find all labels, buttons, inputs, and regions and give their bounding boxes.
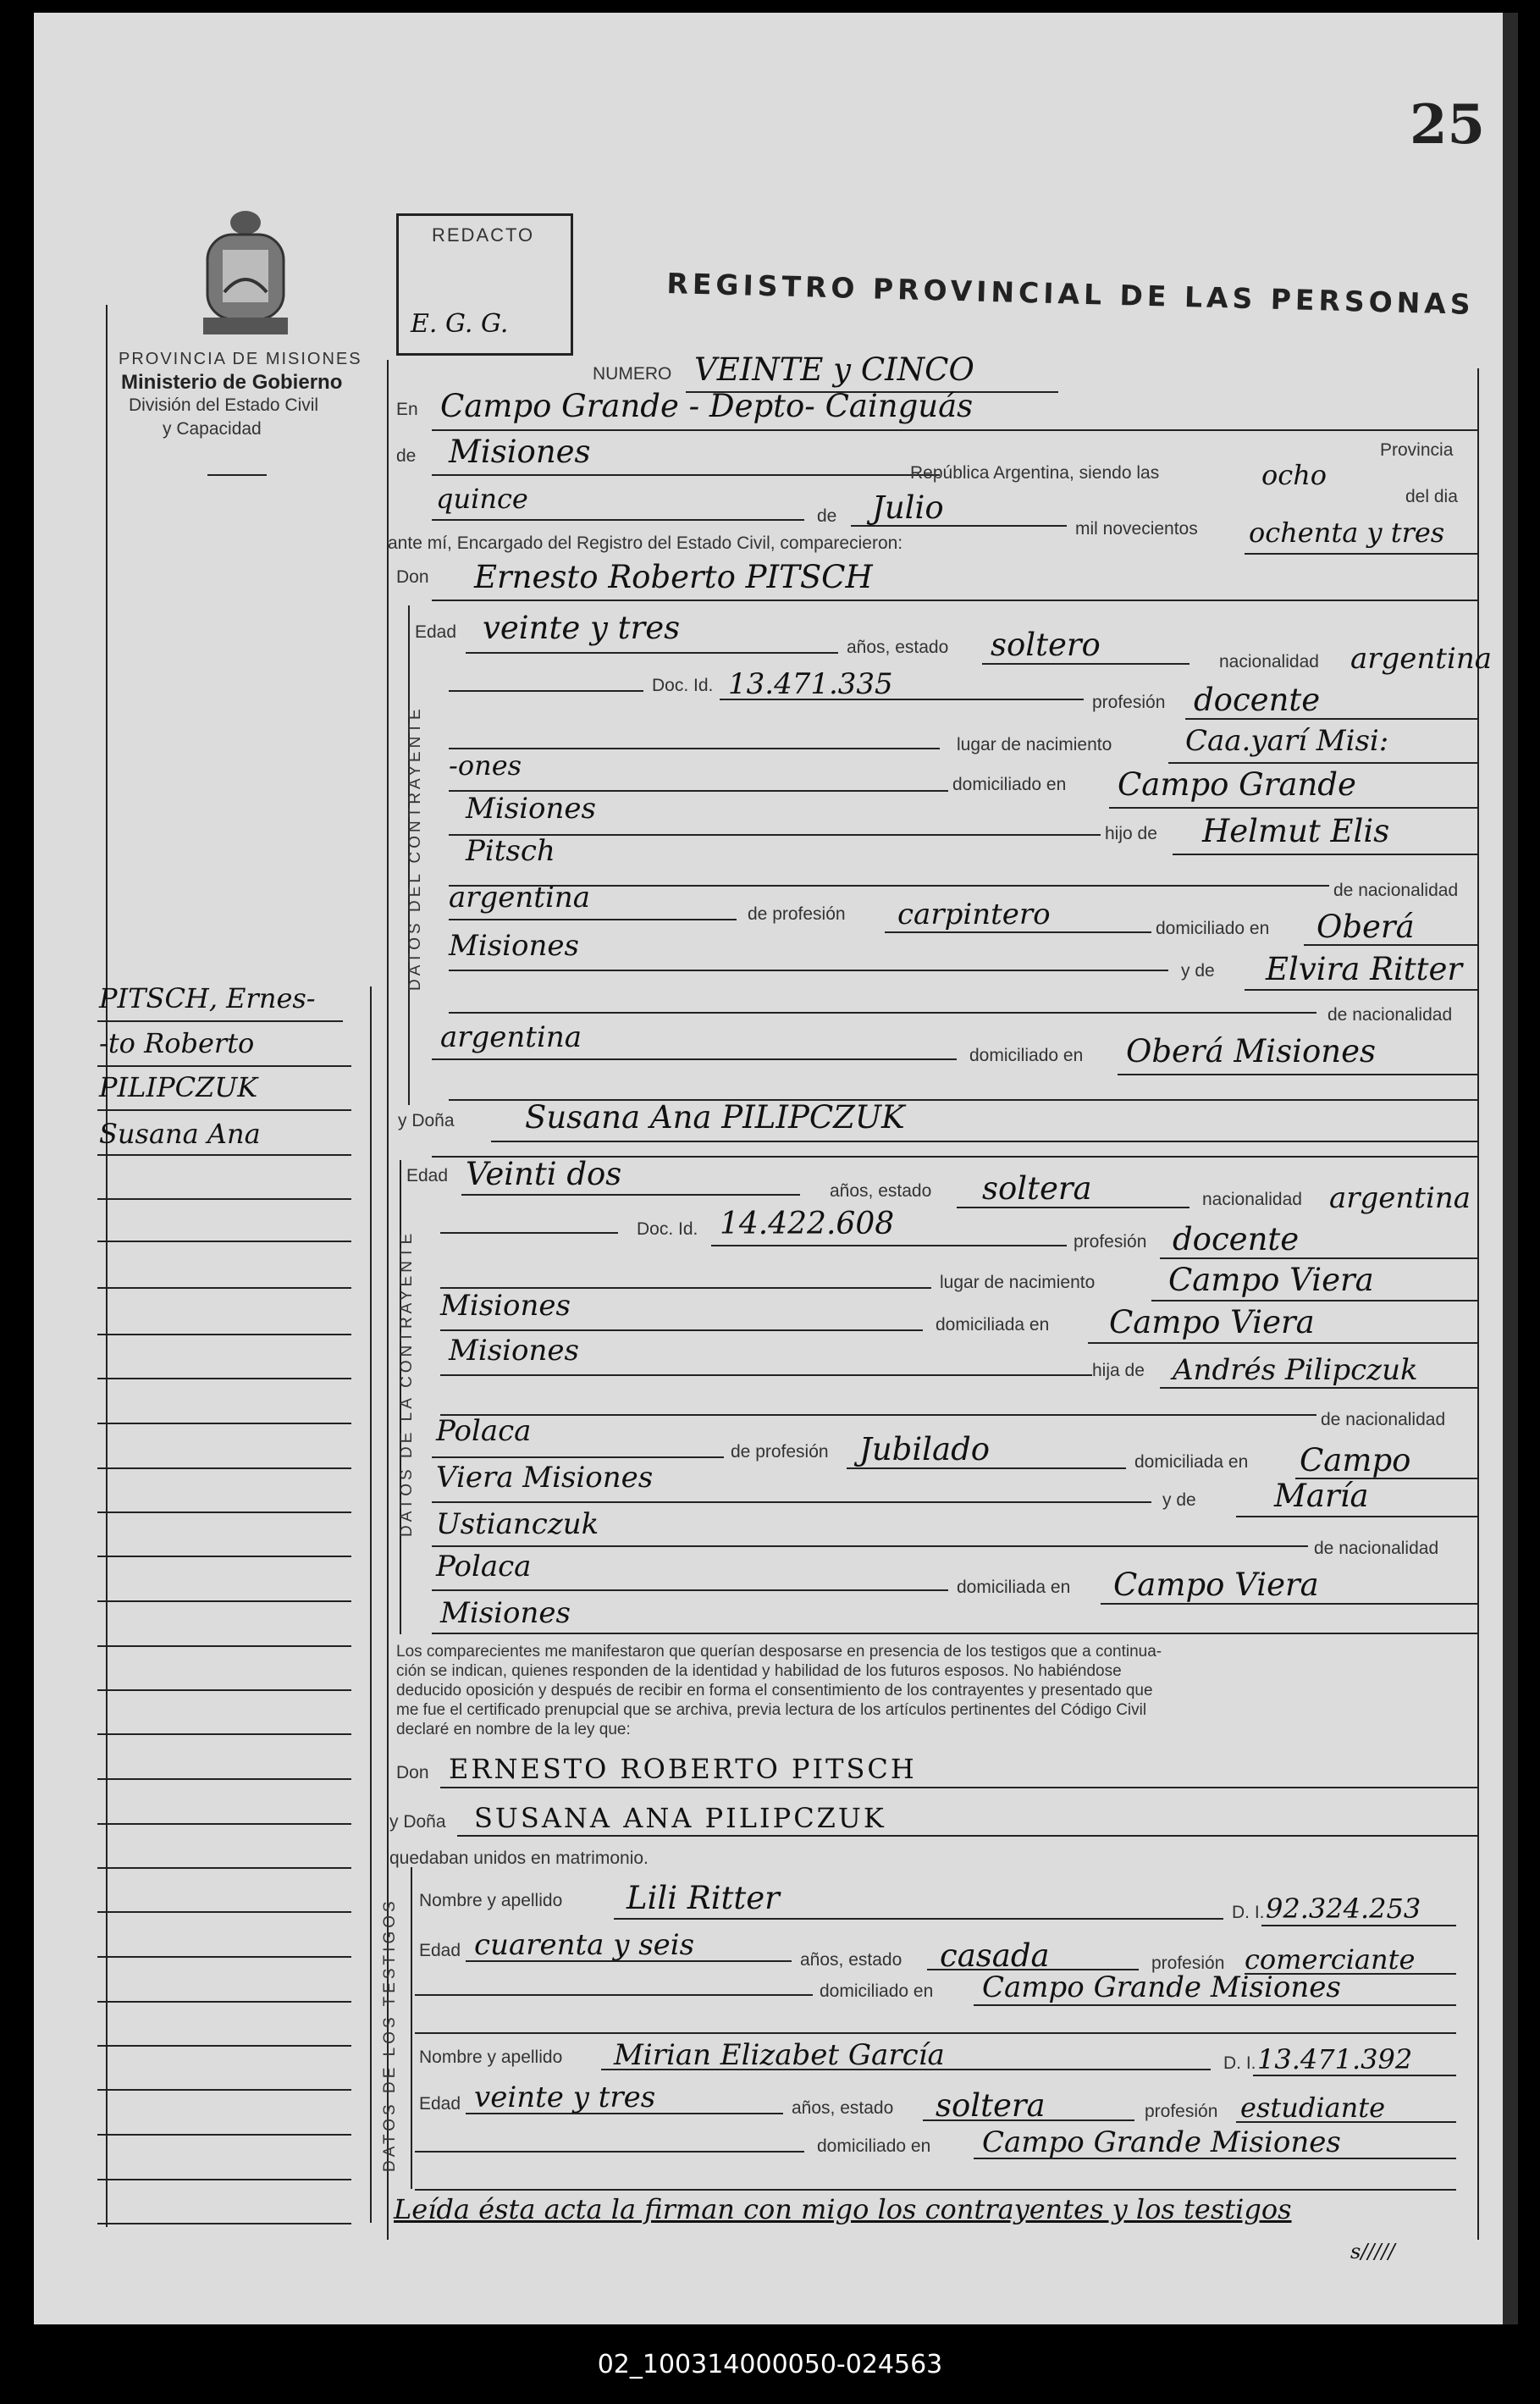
groom-birthplace-b: -ones [449,749,522,782]
file-id-label: 02_100314000050-024563 [597,2350,943,2379]
w1-anos-label: años, estado [800,1950,902,1970]
witnesses-side-label: DATOS DE LOS TESTIGOS [381,1898,399,2172]
bride-age: Veinti dos [466,1156,622,1192]
hour-value: ocho [1261,459,1327,491]
bride-de-nac-label: de nacionalidad [1321,1410,1446,1429]
declaration-line-3: deducido oposición y después de recibir en forma el consentimiento de los contrayentes y presentado que [396,1682,1153,1699]
bride-doc: 14.422.608 [720,1207,895,1241]
bride-father: Andrés Pilipczuk [1173,1353,1418,1387]
declaration-line-2: ción se indican, quienes responden de la identidad y habilidad de los futuros esposos. No habiéndose [396,1662,1122,1680]
bride-state: soltera [982,1170,1092,1207]
groom-edad-label: Edad [415,622,457,642]
document-page [34,13,1518,2324]
groom-father-b: Pitsch [466,834,555,868]
bride-birthplace-a: Campo Viera [1168,1262,1374,1298]
w1-age: cuarenta y seis [474,1928,695,1962]
bride-hija-label: hija de [1092,1361,1145,1380]
don-label: Don [396,567,429,587]
y-dona-label: y Doña [398,1111,455,1130]
ante-text: ante mí, Encargado del Registro del Estado Civil, comparecieron: [388,533,903,553]
bride-mother-dom-label: domiciliada en [957,1578,1071,1597]
decl-bride-name: SUSANA ANA PILIPCZUK [474,1802,886,1834]
day-value: quince [436,483,528,515]
mil-label: mil novecientos [1075,519,1198,539]
bride-father-prof: Jubilado [859,1431,991,1467]
groom-age: veinte y tres [483,610,681,646]
groom-doc-label: Doc. Id. [652,676,714,695]
province-value: Misiones [449,434,591,470]
bride-de-prof-label: de profesión [731,1442,829,1462]
groom-father-dom-b: Misiones [449,929,579,963]
decl-dona-label: y Doña [389,1812,446,1832]
year-value: ochenta y tres [1249,517,1445,549]
declaration-line-5: declaré en nombre de la ley que: [396,1721,631,1738]
declaration-line-4: me fue el certificado prenupcial que se archiva, previa lectura de los artículos pertinentes del Código Civil [396,1701,1147,1719]
bride-mother-nat-label: de nacionalidad [1314,1539,1439,1558]
org-ministry: Ministerio de Gobierno [121,371,343,394]
groom-mother-nat-label: de nacionalidad [1327,1005,1453,1025]
groom-mother-dom: Oberá Misiones [1126,1033,1376,1069]
bride-edad-label: Edad [406,1166,449,1185]
w1-d-label: D. I. [1232,1903,1265,1922]
numero-label: NUMERO [593,364,672,384]
groom-father-dom-a: Oberá [1316,909,1415,945]
w2-age: veinte y tres [474,2081,656,2114]
del-dia-label: del dia [1405,487,1458,506]
groom-dom-en-label: domiciliado en [1156,919,1270,938]
bride-side-label: DATOS DE LA CONTRAYENTE [398,1230,416,1537]
bride-father-nat: Polaca [436,1414,532,1448]
groom-doc: 13.471.335 [728,667,893,701]
w2-state: soltera [936,2087,1046,2124]
w1-di: 92.324.253 [1266,1893,1421,1925]
bride-dom-en-label: domiciliada en [1134,1452,1249,1472]
closing-mark: s///// [1350,2240,1395,2263]
org-capacity: y Capacidad [163,419,262,439]
groom-de-nac-label: de nacionalidad [1333,881,1459,900]
bride-domicile-a: Campo Viera [1109,1304,1315,1340]
groom-nat-label: nacionalidad [1219,652,1319,671]
margin-bride-name: Susana Ana [99,1118,261,1150]
bride-mother-b: Ustianczuk [436,1507,599,1541]
republica-label: República Argentina, siendo las [910,463,1160,483]
decl-don-label: Don [396,1763,429,1782]
coat-of-arms-icon [190,207,301,346]
bride-prof-label: profesión [1074,1232,1147,1252]
declaration-line-1: Los comparecientes me manifestaron que querían desposarse en presencia de los testigos que a continua- [396,1643,1162,1661]
org-division: División del Estado Civil [129,395,319,415]
groom-prof-label: profesión [1092,693,1166,712]
page-number: 25 [1410,93,1486,157]
place-value: Campo Grande - Depto- Cainguás [440,388,974,424]
w1-profession: comerciante [1245,1943,1416,1976]
groom-mother-dom-label: domiciliado en [969,1046,1084,1065]
redacto-label: REDACTO [432,224,535,246]
groom-de-prof-label: de profesión [748,904,846,924]
bride-dom-label: domiciliada en [936,1315,1050,1335]
bride-nat-label: nacionalidad [1202,1190,1302,1209]
groom-y-de-label: y de [1181,961,1215,981]
bride-name: Susana Ana PILIPCZUK [525,1099,905,1136]
groom-nationality: argentina [1350,642,1493,676]
groom-mother: Elvira Ritter [1266,951,1463,987]
bride-mother-nat: Polaca [436,1550,532,1583]
groom-side-label: DATOS DEL CONTRAYENTE [406,705,424,991]
numero-value: VEINTE y CINCO [694,351,974,388]
month-value: Julio [872,489,944,526]
provincia-label: Provincia [1380,440,1454,460]
w2-prof-label: profesión [1145,2102,1218,2121]
redacto-initials: E. G. G. [411,309,509,339]
bride-mother-dom-a: Campo Viera [1113,1567,1319,1603]
margin-groom-name: -to Roberto [99,1027,255,1059]
w1-domicile: Campo Grande Misiones [982,1970,1341,2004]
de-label: de [396,446,417,466]
groom-lugar-label: lugar de nacimiento [957,735,1112,754]
w1-state: casada [940,1937,1050,1974]
groom-father-nat: argentina [449,881,591,915]
decl-quedaban: quedaban unidos en matrimonio. [389,1849,649,1868]
bride-domicile-b: Misiones [449,1334,579,1368]
w2-domicile: Campo Grande Misiones [982,2125,1341,2159]
groom-mother-nat: argentina [440,1020,582,1054]
groom-domicile-b: Misiones [466,792,596,826]
decl-groom-name: ERNESTO ROBERTO PITSCH [449,1753,917,1785]
w2-profession: estudiante [1240,2092,1386,2124]
w2-edad-label: Edad [419,2094,461,2114]
bride-mother-a: María [1274,1478,1369,1514]
w2-dom-label: domiciliado en [817,2136,931,2156]
bride-birthplace-b: Misiones [440,1289,571,1323]
w2-name: Mirian Elizabet García [614,2038,945,2072]
groom-father-prof: carpintero [897,898,1051,931]
w2-nombre-label: Nombre y apellido [419,2048,563,2067]
de2-label: de [817,506,837,526]
w1-name: Lili Ritter [626,1880,780,1916]
w2-di: 13.471.392 [1257,2043,1413,2075]
w1-dom-label: domiciliado en [820,1981,934,2001]
groom-birthplace-a: Caa.yarí Misi: [1185,724,1389,758]
bride-nationality: argentina [1329,1181,1471,1215]
w1-edad-label: Edad [419,1941,461,1960]
groom-profession: docente [1194,682,1321,718]
groom-domicile-a: Campo Grande [1118,766,1356,803]
bride-father-dom-a: Campo [1300,1442,1411,1478]
margin-bride-surname: PILIPCZUK [99,1071,258,1103]
bride-y-de-label: y de [1162,1490,1196,1510]
groom-anos-label: años, estado [847,638,949,657]
w1-nombre-label: Nombre y apellido [419,1891,563,1910]
groom-hijo-label: hijo de [1105,824,1157,843]
bride-doc-label: Doc. Id. [637,1219,698,1239]
groom-name: Ernesto Roberto PITSCH [474,559,873,595]
groom-state: soltero [991,627,1101,663]
en-label: En [396,400,418,419]
w2-anos-label: años, estado [792,2098,894,2118]
groom-dom-label: domiciliado en [952,775,1067,794]
bride-father-dom-b: Viera Misiones [436,1461,654,1495]
w1-prof-label: profesión [1151,1954,1225,1973]
bride-lugar-label: lugar de nacimiento [940,1273,1096,1292]
margin-groom-surname: PITSCH, Ernes- [99,982,316,1014]
w2-d-label: D. I. [1223,2053,1256,2073]
closing-text: Leída ésta acta la firman con migo los contrayentes y los testigos [394,2193,1292,2225]
bride-mother-dom-b: Misiones [440,1596,571,1630]
bride-anos-label: años, estado [830,1181,932,1201]
document-title: REGISTRO PROVINCIAL DE LAS PERSONAS [665,267,1476,321]
bride-profession: docente [1173,1221,1300,1257]
groom-father-a: Helmut Elis [1202,813,1390,849]
org-province: PROVINCIA DE MISIONES [119,350,362,368]
